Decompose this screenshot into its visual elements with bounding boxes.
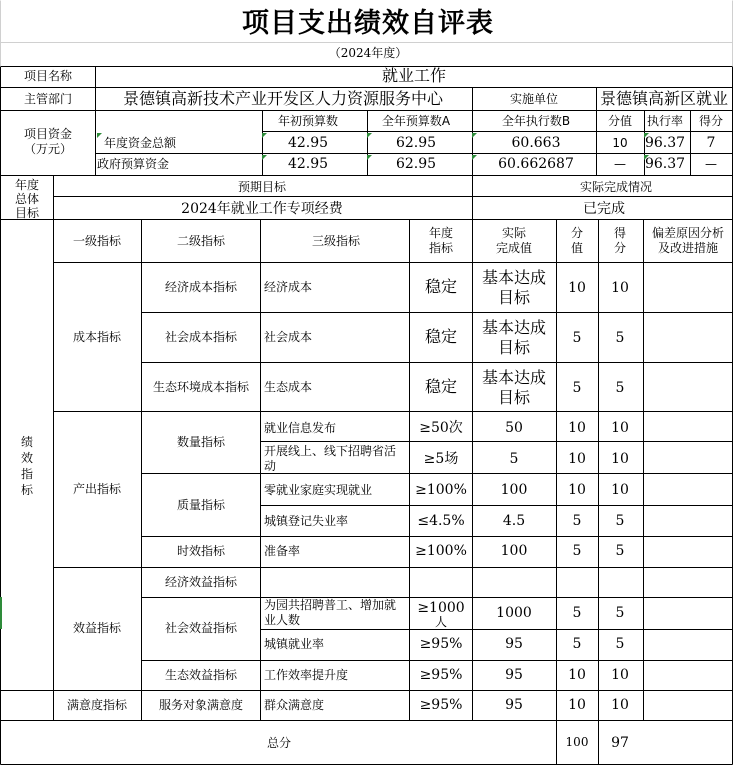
row1-initial: 42.95 <box>287 135 329 151</box>
score-eco-cost: 5 <box>615 380 625 396</box>
header-level2: 二级指标 <box>176 234 226 248</box>
annual-social-cost: 稳定 <box>424 327 458 346</box>
l2-econ-benefit: 经济效益指标 <box>164 575 238 589</box>
impl-label: 实施单位 <box>509 92 559 106</box>
l3-job-info: 就业信息发布 <box>264 421 337 435</box>
goal-label-2: 总体 <box>14 192 40 206</box>
annual-hiring-workers-unit: 人 <box>434 615 448 629</box>
cell-marker <box>367 155 372 160</box>
row1-score-value: 10 <box>612 136 628 150</box>
cell-marker <box>644 133 649 138</box>
score-econ-cost: 10 <box>611 280 629 296</box>
header-actual-1: 实际 <box>501 226 527 240</box>
l3-hiring-workers-2: 业人数 <box>264 613 301 627</box>
actual-unemployment-rate: 4.5 <box>502 513 526 529</box>
value-unemployment-rate: 5 <box>572 513 582 529</box>
annual-zero-employment: ≥100% <box>415 482 467 498</box>
value-job-info: 10 <box>568 420 586 436</box>
goal-label-3: 目标 <box>14 206 40 220</box>
value-urban-employment-rate: 5 <box>572 636 582 652</box>
score-zero-employment: 10 <box>611 482 629 498</box>
row1-exec-rate: 96.37 <box>644 135 686 151</box>
row1-exec: 60.663 <box>511 135 561 151</box>
annual-econ-cost: 稳定 <box>424 277 458 296</box>
annual-hiring-workers: ≥1000 <box>417 600 465 616</box>
l2-econ-cost: 经济成本指标 <box>164 280 238 294</box>
score-unemployment-rate: 5 <box>615 513 625 529</box>
l3-social-cost: 社会成本 <box>264 330 313 344</box>
actual-completion-label: 实际完成情况 <box>579 180 653 194</box>
l2-quality: 质量指标 <box>176 498 226 512</box>
score-hiring-workers: 5 <box>615 605 625 621</box>
actual-econ-cost-2: 目标 <box>497 288 531 307</box>
l3-recruit-fair-2: 动 <box>264 459 277 473</box>
scroll-marker <box>0 597 2 629</box>
project-name-label: 项目名称 <box>23 69 73 83</box>
cell-marker <box>97 133 102 138</box>
l2-service-satisfaction: 服务对象满意度 <box>158 698 244 712</box>
row-gov-budget-label: 政府预算资金 <box>97 157 170 171</box>
expected-goal-label: 预期目标 <box>237 180 287 194</box>
actual-hiring-workers: 1000 <box>496 605 532 621</box>
row-annual-total-label: 年度资金总额 <box>104 136 177 150</box>
l3-public-satisfaction: 群众满意度 <box>264 698 325 712</box>
row2-full: 62.95 <box>395 156 437 172</box>
expected-goal-value: 2024年就业工作专项经费 <box>181 201 343 217</box>
score-efficiency: 10 <box>611 667 629 683</box>
side-label-2: 效 <box>20 451 34 465</box>
value-efficiency: 10 <box>568 667 586 683</box>
l3-hiring-workers-1: 为园共招聘普工、增加就 <box>264 598 397 612</box>
l3-unemployment-rate: 城镇登记失业率 <box>264 514 349 528</box>
value-public-satisfaction: 10 <box>568 697 586 713</box>
l2-quantity: 数量指标 <box>176 435 226 449</box>
project-name-value: 就业工作 <box>381 66 447 85</box>
page-title: 项目支出绩效自评表 <box>242 8 494 39</box>
l2-eco-benefit: 生态效益指标 <box>164 668 238 682</box>
l3-urban-employment-rate: 城镇就业率 <box>264 637 325 651</box>
side-label-4: 标 <box>20 483 34 497</box>
side-label-3: 指 <box>20 467 34 481</box>
cell-marker <box>472 133 477 138</box>
total-label: 总分 <box>266 736 292 750</box>
cell-marker <box>472 155 477 160</box>
header-deviation-2: 及改进措施 <box>657 241 719 255</box>
actual-completion-value: 已完成 <box>583 201 625 217</box>
col-full-budget: 全年预算数A <box>381 114 451 128</box>
col-exec: 全年执行数B <box>501 114 571 128</box>
annual-readiness-rate: ≥100% <box>415 543 467 559</box>
l3-readiness-rate: 准备率 <box>264 544 301 558</box>
actual-readiness-rate: 100 <box>500 543 528 559</box>
dept-value: 景德镇高新技术产业开发区人力资源服务中心 <box>122 89 444 108</box>
annual-job-info: ≥50次 <box>419 420 463 436</box>
annual-public-satisfaction: ≥95% <box>419 697 463 713</box>
value-econ-cost: 10 <box>568 280 586 296</box>
actual-eco-cost-2: 目标 <box>497 388 531 407</box>
header-score-2: 分 <box>613 241 627 255</box>
header-value-1: 分 <box>570 226 584 240</box>
l3-econ-cost: 经济成本 <box>264 280 313 294</box>
value-recruit-fair: 10 <box>568 451 586 467</box>
group-cost: 成本指标 <box>72 330 122 344</box>
actual-urban-employment-rate: 95 <box>505 636 523 652</box>
cell-marker <box>262 133 267 138</box>
value-zero-employment: 10 <box>568 482 586 498</box>
annual-eco-cost: 稳定 <box>424 377 458 396</box>
l2-social-cost: 社会成本指标 <box>164 330 238 344</box>
score-social-cost: 5 <box>615 330 625 346</box>
header-level3: 三级指标 <box>311 234 361 248</box>
row2-score: — <box>705 157 717 171</box>
cell-marker <box>367 133 372 138</box>
header-annual-2: 指标 <box>428 241 454 255</box>
score-recruit-fair: 10 <box>611 451 629 467</box>
group-satisfaction: 满意度指标 <box>66 698 128 712</box>
value-readiness-rate: 5 <box>572 543 582 559</box>
score-public-satisfaction: 10 <box>611 697 629 713</box>
funds-unit: （万元） <box>23 142 73 156</box>
row1-score: 7 <box>706 135 716 151</box>
row2-exec-rate: 96.37 <box>644 156 686 172</box>
group-output: 产出指标 <box>72 482 122 496</box>
l2-timeliness: 时效指标 <box>176 544 226 558</box>
annual-efficiency: ≥95% <box>419 667 463 683</box>
actual-social-cost-2: 目标 <box>497 338 531 357</box>
annual-urban-employment-rate: ≥95% <box>419 636 463 652</box>
dept-label: 主管部门 <box>23 92 73 106</box>
row2-initial: 42.95 <box>287 156 329 172</box>
actual-econ-cost-1: 基本达成 <box>481 268 547 287</box>
header-actual-2: 完成值 <box>495 241 533 255</box>
col-score-value: 分值 <box>607 114 633 128</box>
annual-unemployment-rate: ≤4.5% <box>417 513 465 529</box>
col-initial-budget: 年初预算数 <box>277 114 339 128</box>
goal-label-1: 年度 <box>14 178 40 192</box>
l3-eco-cost: 生态成本 <box>264 380 313 394</box>
actual-public-satisfaction: 95 <box>505 697 523 713</box>
score-readiness-rate: 5 <box>615 543 625 559</box>
cell-marker <box>262 155 267 160</box>
row2-exec: 60.662687 <box>498 156 574 172</box>
side-label-1: 绩 <box>20 435 34 449</box>
actual-recruit-fair: 5 <box>509 451 519 467</box>
score-job-info: 10 <box>611 420 629 436</box>
group-benefit: 效益指标 <box>72 621 122 635</box>
row2-score-value: — <box>614 157 626 171</box>
header-score-1: 得 <box>613 226 627 240</box>
value-eco-cost: 5 <box>572 380 582 396</box>
actual-job-info: 50 <box>505 420 523 436</box>
l2-social-benefit: 社会效益指标 <box>164 621 238 635</box>
year-subtitle: （2024年度） <box>328 46 408 60</box>
funds-label: 项目资金 <box>23 127 73 141</box>
header-level1: 一级指标 <box>72 234 122 248</box>
actual-zero-employment: 100 <box>500 482 528 498</box>
header-annual-1: 年度 <box>428 226 454 240</box>
total-score: 97 <box>611 735 629 751</box>
header-value-2: 值 <box>570 241 584 255</box>
impl-value: 景德镇高新区就业 <box>600 89 729 108</box>
header-deviation-1: 偏差原因分析 <box>651 226 725 240</box>
col-score: 得分 <box>698 114 724 128</box>
actual-social-cost-1: 基本达成 <box>481 318 547 337</box>
value-hiring-workers: 5 <box>572 605 582 621</box>
l3-efficiency: 工作效率提升度 <box>264 668 349 682</box>
actual-efficiency: 95 <box>505 667 523 683</box>
cell-marker <box>644 155 649 160</box>
l2-eco-cost: 生态环境成本指标 <box>152 380 250 394</box>
annual-recruit-fair: ≥5场 <box>423 451 459 467</box>
total-value: 100 <box>565 735 589 749</box>
actual-eco-cost-1: 基本达成 <box>481 368 547 387</box>
row1-full: 62.95 <box>395 135 437 151</box>
score-urban-employment-rate: 5 <box>615 636 625 652</box>
value-social-cost: 5 <box>572 330 582 346</box>
col-exec-rate: 执行率 <box>646 114 684 128</box>
l3-zero-employment: 零就业家庭实现就业 <box>264 483 373 497</box>
l3-recruit-fair-1: 开展线上、线下招聘省活 <box>264 444 397 458</box>
